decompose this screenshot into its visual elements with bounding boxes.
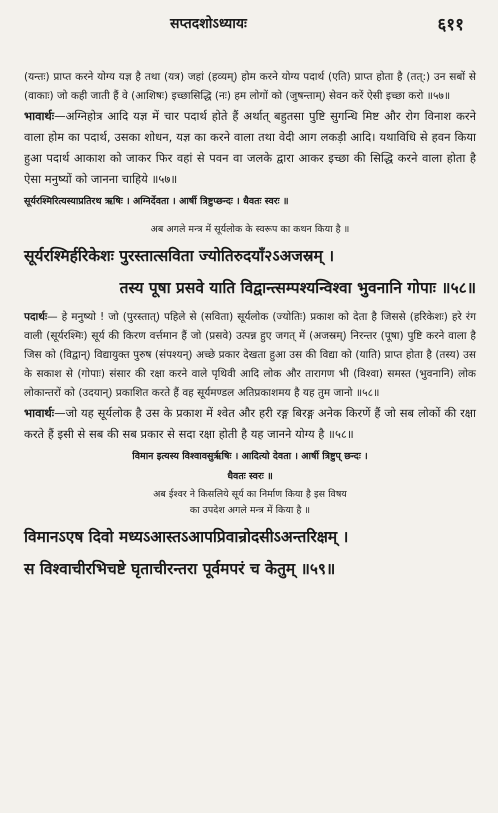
bhavartha-label: भावार्थः [24,109,55,123]
mantra-59-metadata-line-2: धैवतः स्वरः ॥ [227,471,273,482]
mantra-59-intro-line-1: अब ईश्वर ने किसलिये सूर्य का निर्माण किया है इस विषय [153,489,347,500]
mantra-58-metadata: सूर्यरश्मिरित्यस्याप्रतिरथ ऋषिः । अग्निर्देवता । आर्षी त्रिष्टुप्छन्दः । धैवतः स्वरः ॥ [24,196,289,207]
mantra-59-intro-line-2: का उपदेश अगले मन्त्र में किया है ॥ [189,505,311,516]
page-content [24,68,476,583]
bhavartha-text: —अग्निहोत्र आदि यज्ञ में चार पदार्थ होते हैं अर्थात् बहुतसा पुष्टि सुगन्धि मिष्ट और रोग विनाश करने वाला होम का पदार्थ, उसका शोधन, यज्ञ का करने वाला तथा वेदी आग लकड़ी आदि। यथाविधि से हवन किया हुआ पदार्थ आकाश को जाकर फिर वहां से पवन वा जलके द्वारा आकर इच्छा की सिद्धि करने वाला होता है ऐसा मनुष्यों को जानना चाहिये ॥५७॥ [24,109,476,186]
bhavartha-label: भावार्थः [24,406,55,420]
bhavartha-58 [24,403,476,445]
word-meaning-continuation: (यन्तः) प्राप्त करने योग्य यज्ञ है तथा (यत्र) जहां (हव्यम्) होम करने योग्य पदार्थ (एति) प्राप्त होता है (तत्:) उन सबों से (वाकाः) जो कही जाती हैं वे (आशिषः) इच्छासिद्धि (नः) हम लोगों को (जुषन्ताम्) सेवन करें ऐसी इच्छा करो ॥५७॥ [24,71,476,102]
mantra-59-line-1: विमानऽएष दिवो मध्यऽआस्तऽआपप्रिवान्रोदसीऽअन्तरिक्षम् । [24,528,349,546]
mantra-58-line-2: तस्य पूषा प्रसवे याति विद्वान्त्सम्पश्यन्विश्वा भुवनानि गोपाः ॥५८॥ [119,279,476,297]
padartha-text: — हे मनुष्यो ! जो (पुरस्तात्) पहिले से (सविता) सूर्यलोक (ज्योतिः) प्रकाश को देता है जिससे (हरिकेशः) हरे रंग वाली (सूर्यरश्मिः) सूर्य की किरण वर्त्तमान हैं जो (प्रसवे) उत्पन्न हुए जगत् में (अजस्रम्) निरन्तर (पूषा) पुष्टि करने वाला है जिस को (विद्वान्) विद्यायुक्त पुरुष (संपश्यन्) अच्छे प्रकार देखता हुआ उस की विद्या को (याति) प्राप्त होता है (तस्य) उस के सकाश से (गोपाः) संसार की रक्षा करने वाले पृथिवी आदि लोक और तारागण भी (विश्वा) समस्त (भुवनानि) लोक लोकान्तरों को (उदयान्) प्रकाशित करते हैं वह सूर्यमण्डल अतिप्रकाशमय है यह तुम जानो ॥५८॥ [24,311,476,399]
padartha-label: पदार्थः [24,311,48,323]
bhavartha-57 [24,106,476,190]
chapter-title: सप्तदशोऽध्यायः [170,16,247,32]
mantra-58-intro: अब अगले मन्त्र में सूर्यलोक के स्वरूप का कथन किया है ॥ [150,224,350,235]
mantra-59-line-2: स विश्वाचीरभिचष्टे घृताचीरन्तरा पूर्वमपरं च केतुम् ॥५९॥ [24,560,336,578]
mantra-59-metadata-line-1: विमान इत्यस्य विश्वावसुर्ऋषिः । आदित्यो देवता । आर्षी त्रिष्टुप् छन्दः । [132,451,368,462]
mantra-58-line-1: सूर्यरश्मिर्हरिकेशः पुरस्तात्सविता ज्योतिरुदयाँ२ऽअजस्रम् । [24,247,335,265]
page-number: ६११ [437,15,464,35]
page-header [0,14,498,40]
padartha-58 [24,308,476,403]
bhavartha-text: —जो यह सूर्यलोक है उस के प्रकाश में श्वेत और हरी रङ्ग बिरङ्ग अनेक किरणें हैं जो सब लोकों की रक्षा करते हैं इसी से सब की सब प्रकार से सदा रक्षा होती है यह जानने योग्य है ॥५८॥ [24,406,476,441]
